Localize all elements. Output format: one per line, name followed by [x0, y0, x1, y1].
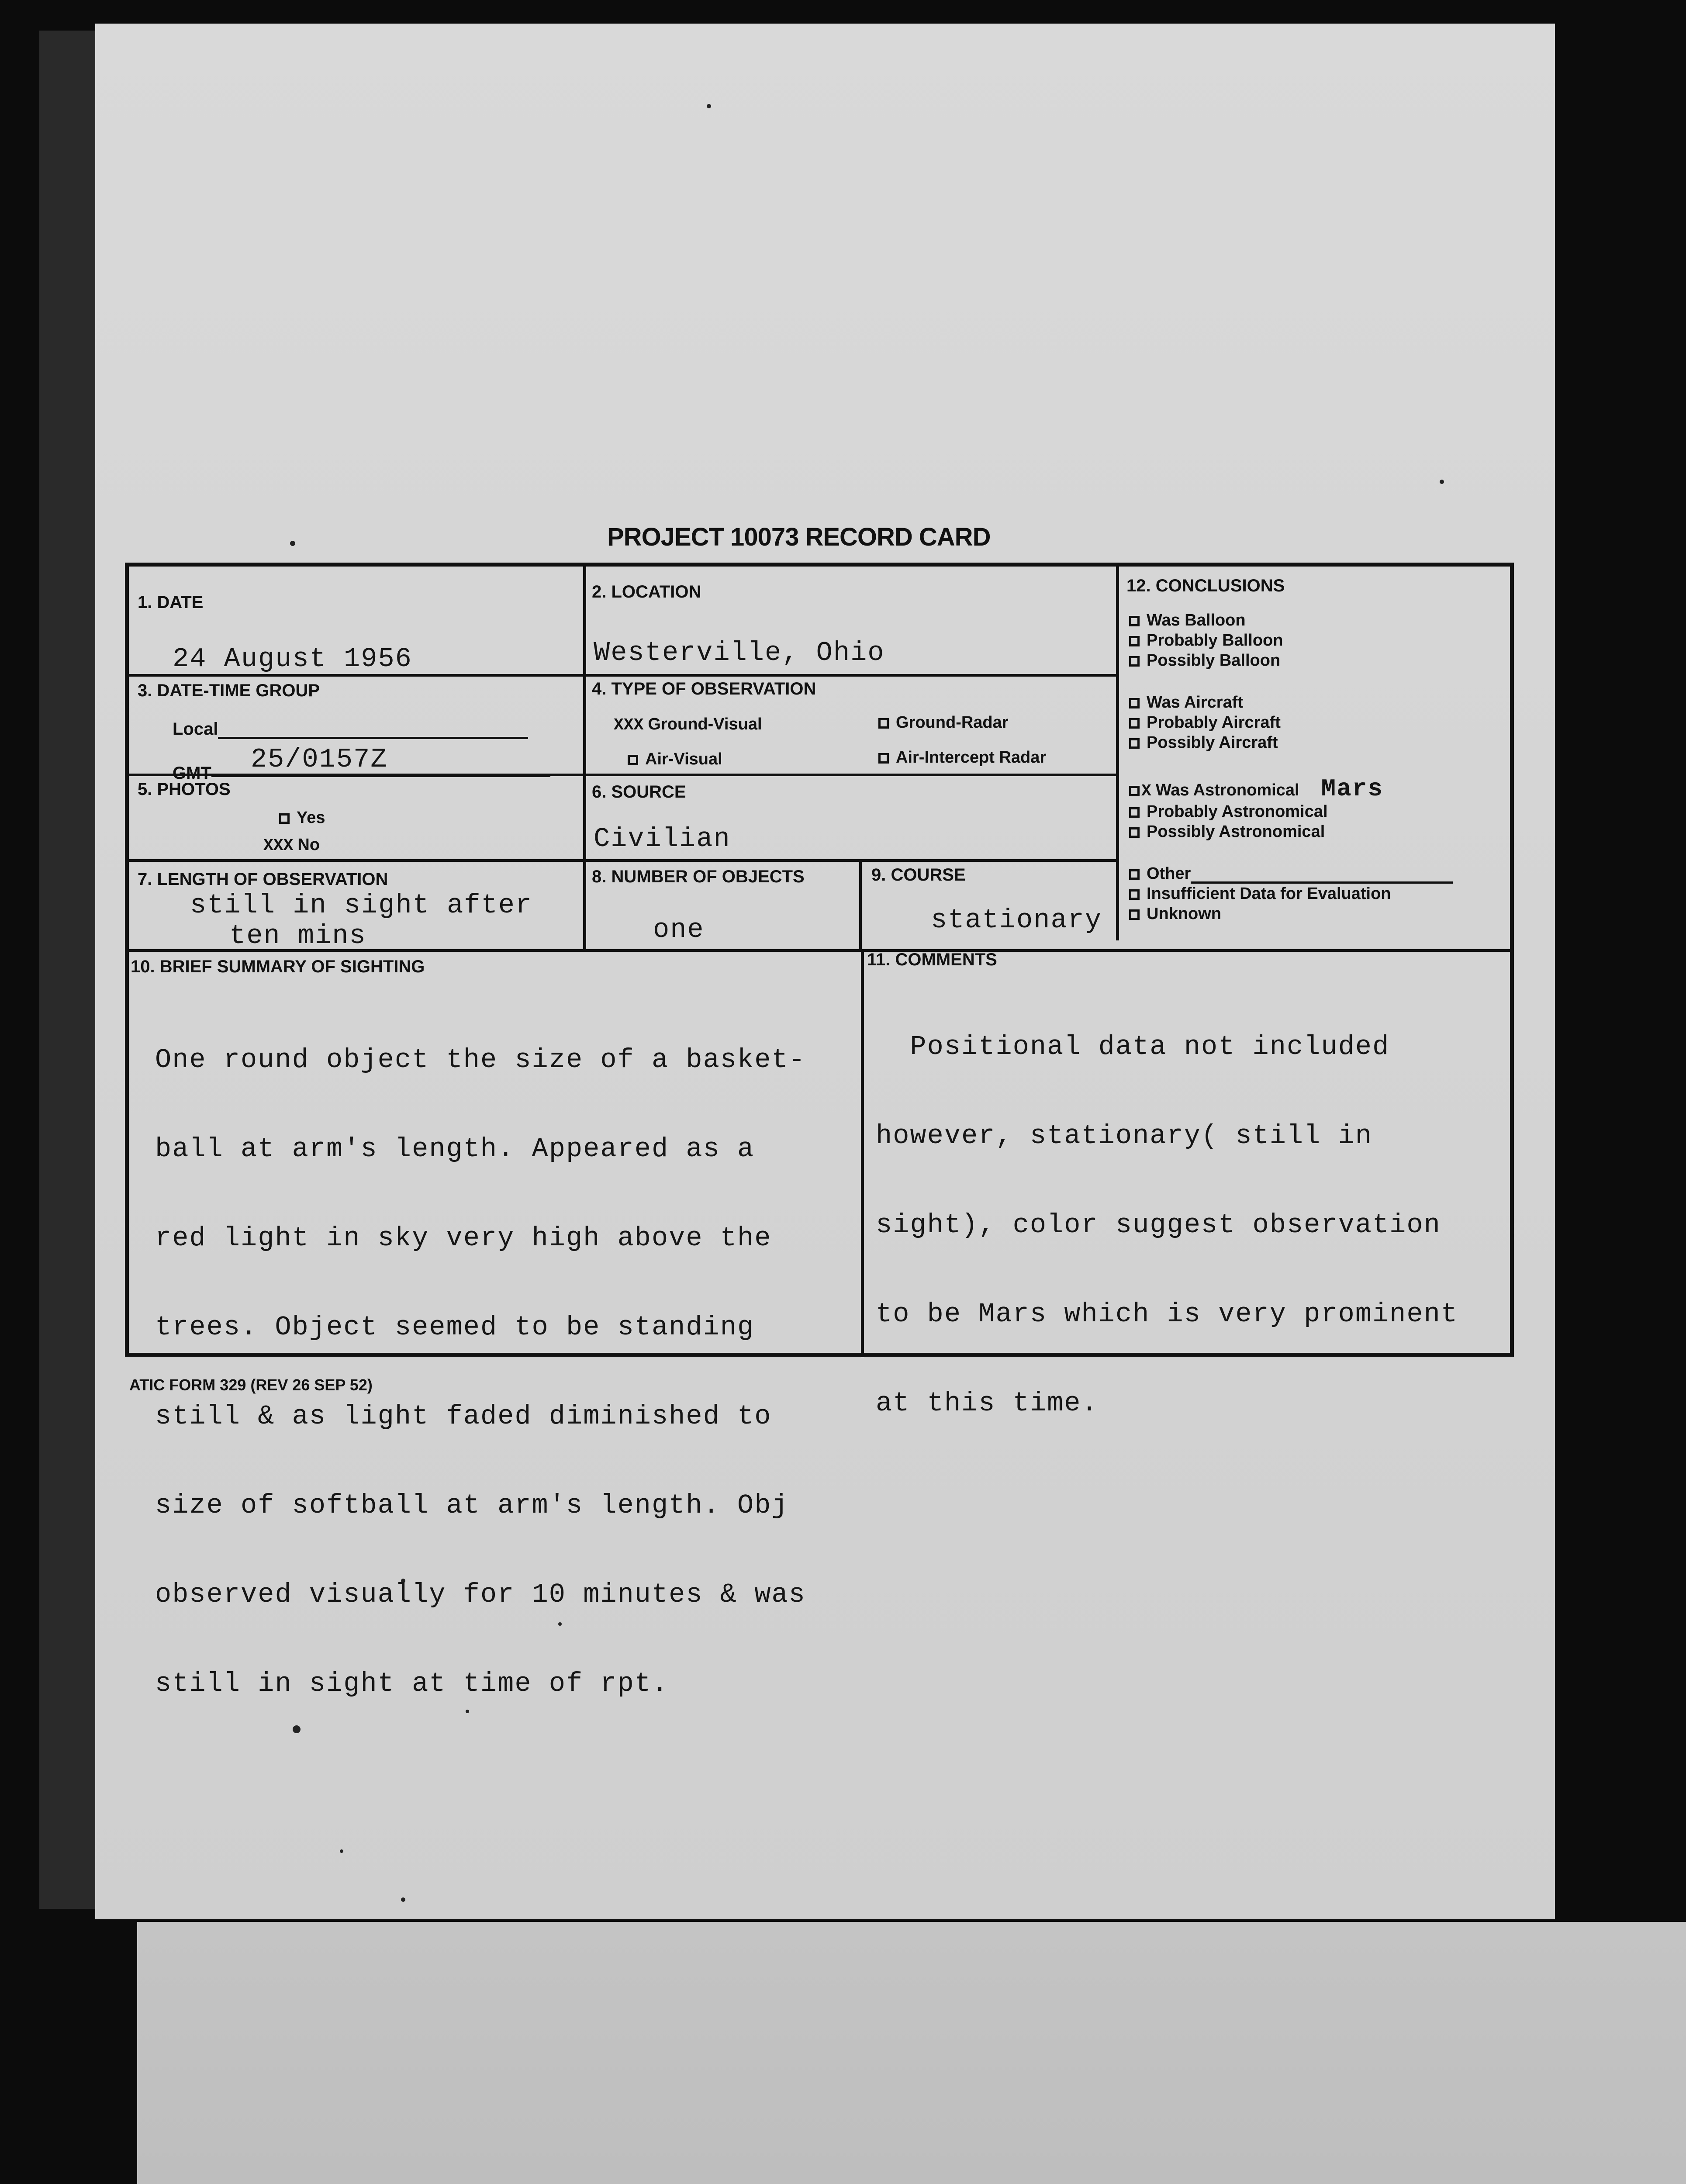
- photos-no-mark: XXX: [263, 836, 294, 855]
- card-title: PROJECT 10073 RECORD CARD: [607, 523, 991, 551]
- conclusion-unknown: [1129, 904, 1453, 924]
- air-visual-label: Air-Visual: [645, 750, 722, 768]
- summary-line: ball at arm's length. Appeared as a: [155, 1133, 755, 1165]
- length-value-line2: ten mins: [229, 920, 366, 951]
- scan-speck: [1440, 480, 1444, 484]
- num-objects-value: one: [653, 914, 705, 945]
- checkbox-icon: [1129, 869, 1140, 880]
- observation-type-label: 4. TYPE OF OBSERVATION: [592, 679, 816, 698]
- checkbox-icon: [1129, 909, 1140, 920]
- conclusion-label: Unknown: [1147, 905, 1221, 923]
- conclusion-label: Possibly Aircraft: [1147, 733, 1278, 752]
- checkbox-icon: [878, 753, 889, 764]
- comments-line: Positional data not included: [876, 1031, 1390, 1062]
- summary-label: 10. BRIEF SUMMARY OF SIGHTING: [131, 957, 425, 976]
- divider-course: [859, 859, 862, 951]
- dtg-gmt-label: GMT: [173, 764, 211, 783]
- checked-box-icon: [1129, 786, 1140, 796]
- photos-label: 5. PHOTOS: [138, 780, 231, 799]
- summary-line: One round object the size of a basket-: [155, 1044, 806, 1075]
- other-field: [1191, 868, 1453, 884]
- dtg-label: 3. DATE-TIME GROUP: [138, 681, 320, 700]
- checkbox-icon: [1129, 656, 1140, 667]
- comments-line: at this time.: [876, 1388, 1099, 1419]
- scan-speck: [340, 1849, 343, 1853]
- course-value: stationary: [931, 905, 1102, 936]
- scan-speck: [290, 541, 295, 546]
- checkbox-icon: [1129, 738, 1140, 749]
- checkbox-icon: [1129, 636, 1140, 646]
- ground-visual-label: Ground-Visual: [648, 715, 762, 733]
- comments-line: sight), color suggest observation: [876, 1209, 1441, 1241]
- underlying-sheet: [137, 1922, 1686, 2184]
- conclusion-label: Probably Aircraft: [1147, 713, 1281, 732]
- conclusion-label: Probably Balloon: [1147, 631, 1283, 650]
- conclusion-possibly-aircraft: [1129, 733, 1453, 753]
- conclusion-label: Was Aircraft: [1147, 693, 1244, 712]
- comments-line: however, stationary( still in: [876, 1120, 1372, 1151]
- spacer: [1129, 670, 1453, 692]
- summary-line: size of softball at arm's length. Obj: [155, 1490, 789, 1521]
- divider-conclusions: [1116, 567, 1119, 940]
- conclusion-label: Possibly Balloon: [1147, 651, 1281, 670]
- checkbox-icon: [878, 718, 889, 729]
- summary-text: [155, 986, 806, 1758]
- comments-text: [876, 973, 1458, 1478]
- course-label: 9. COURSE: [871, 865, 966, 885]
- conclusion-was-aircraft: [1129, 692, 1453, 712]
- ground-radar-label: Ground-Radar: [896, 713, 1009, 732]
- dtg-gmt-value: 25/0157Z: [211, 744, 550, 777]
- checkbox-icon: [1129, 698, 1140, 708]
- conclusion-label: Was Balloon: [1147, 611, 1246, 629]
- divider-summary: [861, 949, 864, 1357]
- dtg-local: [173, 719, 528, 739]
- source-label: 6. SOURCE: [592, 782, 686, 802]
- checkbox-icon: [628, 755, 638, 765]
- location-label: 2. LOCATION: [592, 582, 701, 601]
- ground-visual-mark: XXX: [614, 716, 644, 735]
- conclusion-label: Other: [1147, 864, 1191, 883]
- form-identifier: ATIC FORM 329 (REV 26 SEP 52): [129, 1376, 373, 1394]
- checkbox-icon: [279, 813, 290, 824]
- option-air-intercept: [878, 748, 1046, 767]
- option-ground-visual: [614, 715, 762, 735]
- option-photos-yes: [279, 809, 325, 827]
- scan-speck: [401, 1897, 405, 1902]
- date-value: 24 August 1956: [173, 643, 412, 674]
- scan-speck: [707, 104, 711, 108]
- source-value: Civilian: [594, 823, 731, 854]
- option-air-visual: [628, 750, 722, 769]
- spacer: [1129, 753, 1453, 779]
- conclusion-probably-balloon: [1129, 630, 1453, 650]
- summary-line: still in sight at time of rpt.: [155, 1668, 669, 1699]
- dtg-local-field: [218, 721, 528, 739]
- conclusion-label: Insufficient Data for Evaluation: [1147, 885, 1391, 903]
- conclusion-label: Was Astronomical: [1155, 781, 1299, 799]
- option-ground-radar: [878, 713, 1009, 732]
- conclusion-possibly-astronomical: [1129, 822, 1453, 842]
- length-value-line1: still in sight after: [190, 890, 533, 921]
- conclusion-other: [1129, 864, 1453, 884]
- checkbox-icon: [1129, 616, 1140, 626]
- summary-line: observed visually for 10 minutes & was: [155, 1579, 806, 1610]
- length-label: 7. LENGTH OF OBSERVATION: [138, 870, 388, 889]
- conclusion-possibly-balloon: [1129, 650, 1453, 670]
- num-objects-label: 8. NUMBER OF OBJECTS: [592, 867, 805, 886]
- photos-yes-label: Yes: [297, 809, 325, 827]
- conclusion-was-balloon: [1129, 610, 1453, 630]
- spacer: [1129, 842, 1453, 864]
- summary-line: red light in sky very high above the: [155, 1223, 772, 1254]
- summary-line: trees. Object seemed to be standing: [155, 1312, 755, 1343]
- conclusion-probably-aircraft: [1129, 712, 1453, 733]
- checkbox-icon: [1129, 718, 1140, 729]
- date-label: 1. DATE: [138, 593, 204, 612]
- conclusions-list: [1129, 610, 1453, 924]
- conclusion-label: Probably Astronomical: [1147, 802, 1328, 821]
- divider-col1: [583, 567, 586, 951]
- conclusion-label: Possibly Astronomical: [1147, 822, 1325, 841]
- dtg-gmt: [173, 744, 550, 783]
- location-value: Westerville, Ohio: [594, 637, 885, 668]
- comments-label: 11. COMMENTS: [867, 950, 997, 969]
- summary-line: still & as light faded diminished to: [155, 1401, 772, 1432]
- air-intercept-label: Air-Intercept Radar: [896, 748, 1047, 767]
- conclusion-insufficient: [1129, 884, 1453, 904]
- astronomical-mark: X: [1141, 782, 1151, 801]
- conclusion-probably-astronomical: [1129, 802, 1453, 822]
- option-photos-no: [263, 836, 320, 855]
- checkbox-icon: [1129, 827, 1140, 838]
- astronomical-value: Mars: [1321, 775, 1383, 803]
- checkbox-icon: [1129, 807, 1140, 818]
- photos-no-label: No: [297, 836, 320, 854]
- checkbox-icon: [1129, 889, 1140, 900]
- comments-line: to be Mars which is very prominent: [876, 1299, 1458, 1330]
- divider-row3: [129, 859, 1116, 862]
- conclusion-was-astronomical: [1129, 775, 1453, 803]
- conclusions-label: 12. CONCLUSIONS: [1126, 576, 1285, 595]
- dtg-local-label: Local: [173, 719, 218, 739]
